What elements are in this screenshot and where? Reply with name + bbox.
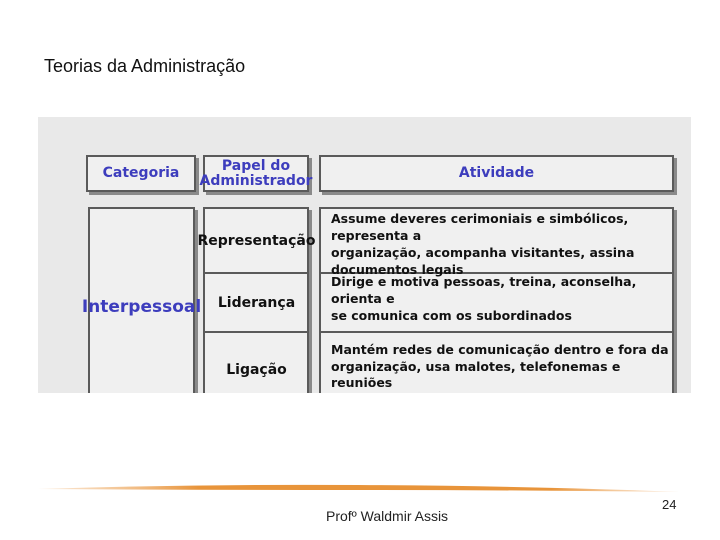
role-ligacao (205, 333, 308, 393)
activity-line: Dirige e motiva pessoas, treina, aconselha, orienta e (331, 274, 637, 306)
activity-line: Mantém redes de comunicação dentro e fora da (331, 341, 669, 357)
footer-author: Profº Waldmir Assis (326, 508, 449, 524)
role-lideranca (205, 274, 308, 331)
header-papel-line1: Papel do (221, 157, 291, 174)
header-papel-line2: Administrador (199, 172, 313, 189)
activity-line: organização, usa malotes, telefonemas e reuniões (331, 358, 621, 391)
activity-line: organização, acompanha visitantes, assina documentos legais (331, 244, 635, 277)
page-number: 24 (662, 497, 677, 512)
category-label: Interpessoal (81, 297, 202, 317)
activity-divider (321, 331, 672, 333)
role-label: Representação (197, 232, 316, 249)
activity-line: Assume deveres cerimoniais e simbólicos, representa a (331, 211, 629, 243)
activity-representacao (321, 211, 671, 277)
activity-lideranca (321, 274, 671, 331)
header-atividade-label: Atividade (458, 165, 535, 182)
activity-line: se comunica com os subordinados (331, 307, 572, 323)
footer-divider (38, 483, 680, 493)
activity-ligacao (321, 335, 671, 393)
header-atividade (319, 155, 674, 192)
role-label: Liderança (217, 294, 296, 311)
slide-title: Teorias da Administração (44, 56, 246, 76)
table-figure (38, 117, 691, 393)
header-categoria-label: Categoria (102, 165, 180, 182)
role-label: Ligação (226, 362, 287, 378)
header-categoria (86, 155, 196, 192)
role-representacao (197, 209, 316, 272)
header-papel (199, 155, 313, 192)
category-cell (81, 207, 202, 393)
